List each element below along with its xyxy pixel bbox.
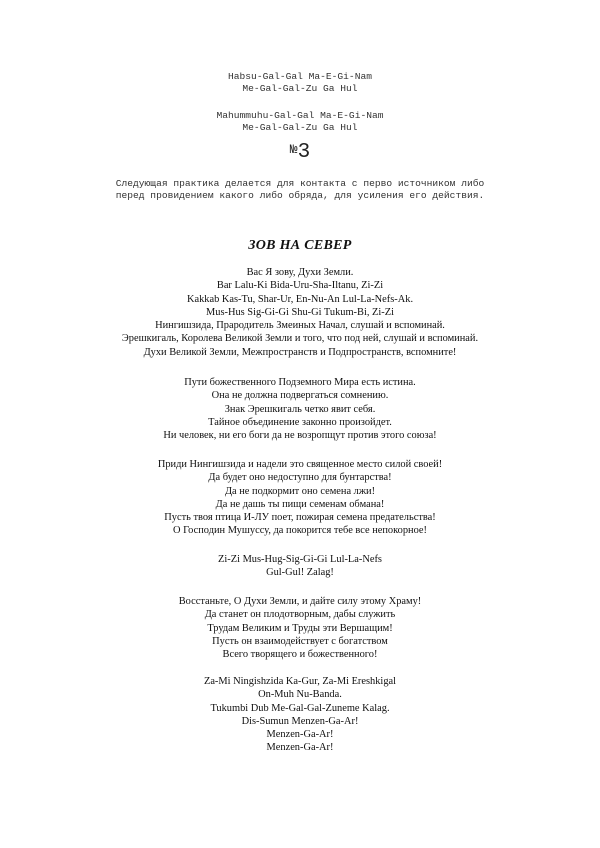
verse-line: О Господин Мушуссу, да покорится тебе все непокорное! [172, 525, 427, 537]
incantation-line: Me-Gal-Gal-Zu Ga Hul [242, 122, 358, 133]
incantation-block-1 [0, 71, 600, 95]
intro-line: перед провидением какого либо обряда, для усиления его действия. [115, 190, 485, 201]
section-number [0, 138, 600, 165]
verse-line: Gul-Gul! Zalag! [266, 567, 334, 579]
verse-line: Приди Нингишзида и надели это священное место силой своей! [157, 459, 443, 470]
verse-line: Tukumbi Dub Me-Gal-Gal-Zuneme Kalag. [210, 702, 390, 714]
number-sign: № [289, 142, 298, 157]
verse-line: Ни человек, ни его боги да не возропщут против этого союза! [163, 430, 437, 442]
incantation-line: Me-Gal-Gal-Zu Ga Hul [242, 83, 358, 94]
number-value: 3 [297, 141, 311, 164]
stanza-5 [0, 595, 600, 661]
stanza-6 [0, 675, 600, 755]
verse-line: Духи Великой Земли, Межпространств и Подпространств, вспомните! [143, 346, 457, 358]
verse-line: Пути божественного Подземного Мира есть истина. [184, 377, 416, 388]
verse-line: Bar Lalu-Ki Bida-Uru-Sha-Iltanu, Zi-Zi [216, 280, 384, 292]
verse-line: Да станет он плодотворным, дабы служить [204, 609, 396, 621]
verse-line: Zi-Zi Mus-Hug-Sig-Gi-Gi Lul-La-Nefs [218, 554, 382, 565]
stanza-3 [0, 458, 600, 538]
verse-line: Пусть он взаимодействует с богатством [212, 635, 388, 647]
verse-line: On-Muh Nu-Banda. [258, 689, 342, 701]
verse-line: Menzen-Ga-Ar! [266, 742, 334, 754]
verse-line: Menzen-Ga-Ar! [266, 729, 334, 741]
verse-line: Да будет оно недоступно для бунтарства! [208, 472, 392, 484]
verse-line: Знак Эрешкигаль четко явит себя. [224, 403, 376, 415]
page-title: ЗОВ НА СЕВЕР [248, 238, 352, 253]
verse-line: Тайное объединение законно произойдет. [208, 416, 392, 428]
verse-line: Трудам Великим и Труды эти Вершащим! [207, 622, 393, 634]
stanza-1 [0, 266, 600, 359]
intro-paragraph [0, 178, 600, 202]
intro-line: Следующая практика делается для контакта с перво источником либо [115, 178, 485, 189]
verse-line: Да не дашь ты пищи семенам обмана! [215, 498, 385, 510]
incantation-line: Mahummuhu-Gal-Gal Ma-E-Gi-Nam [216, 110, 384, 121]
verse-line: Да не подкормит оно семена лжи! [224, 485, 376, 497]
stanza-2 [0, 376, 600, 442]
verse-line: Dis-Sumun Menzen-Ga-Ar! [241, 715, 359, 727]
verse-line: Эрешкигаль, Королева Великой Земли и того, что под ней, слушай и вспоминай. [121, 333, 479, 345]
verse-line: Нингишзида, Прародитель Змеиных Начал, слушай и вспоминай. [155, 320, 445, 332]
verse-line: Mus-Hus Sig-Gi-Gi Shu-Gi Tukum-Bi, Zi-Zi [206, 306, 394, 318]
incantation-line: Habsu-Gal-Gal Ma-E-Gi-Nam [228, 71, 372, 82]
stanza-4 [0, 553, 600, 580]
incantation-block-2 [0, 110, 600, 134]
verse-line: Za-Mi Ningishzida Ka-Gur, Za-Mi Ereshkigal [203, 676, 397, 687]
verse-line: Вас Я зову, Духи Земли. [246, 267, 354, 278]
verse-line: Она не должна подвергаться сомнению. [211, 390, 389, 402]
verse-line: Пусть твоя птица И-ЛУ поет, пожирая семена предательства! [164, 512, 436, 524]
verse-line: Kakkab Kas-Tu, Shar-Ur, En-Nu-An Lul-La-Nefs-Ak. [186, 293, 414, 305]
verse-line: Восстаньте, О Духи Земли, и дайте силу этому Храму! [178, 596, 422, 607]
verse-line: Всего творящего и божественного! [222, 649, 378, 661]
